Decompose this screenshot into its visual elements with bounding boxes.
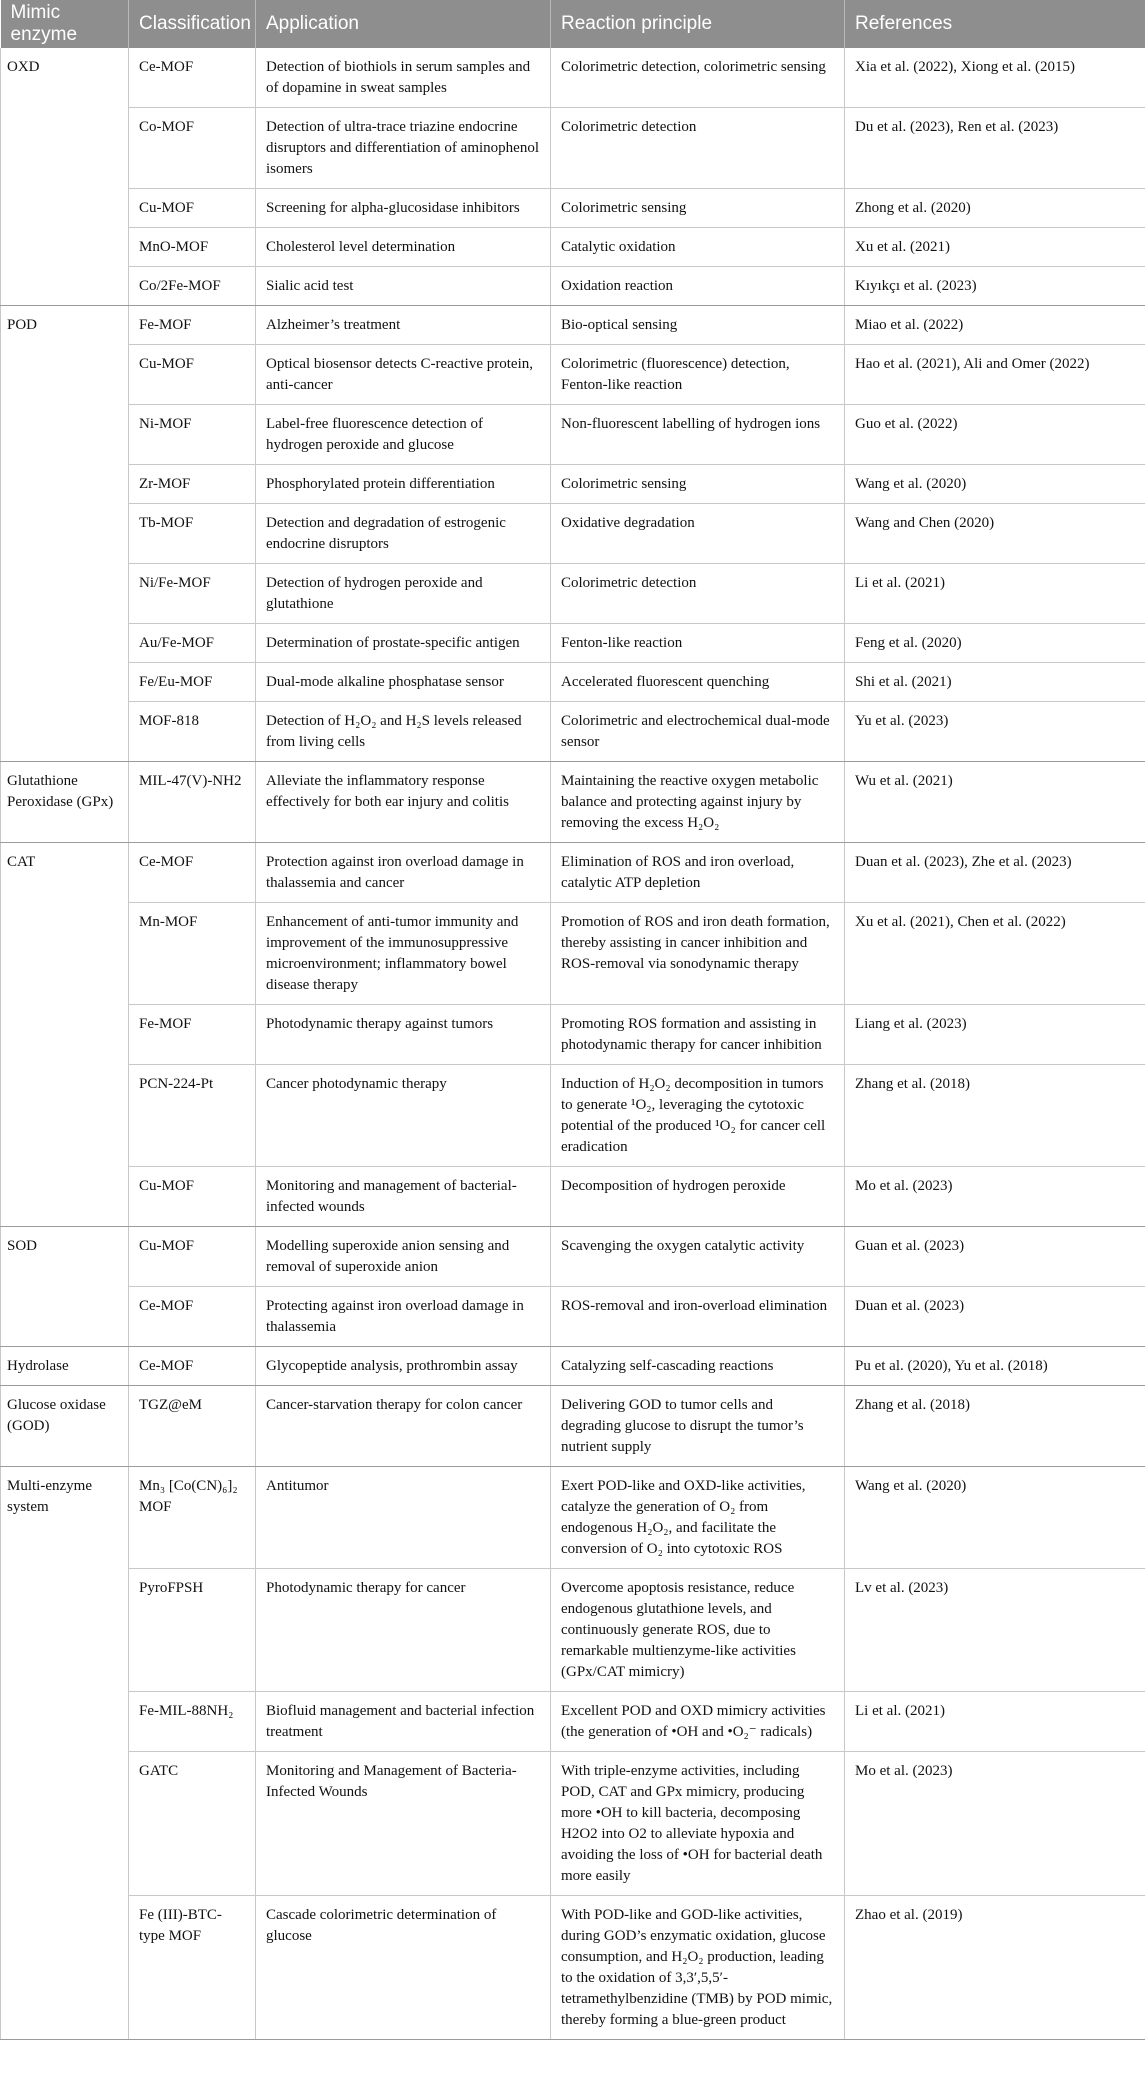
mimic-enzyme-cell: POD: [1, 306, 129, 762]
references-cell: Shi et al. (2021): [845, 663, 1145, 702]
reaction-principle-cell: Decomposition of hydrogen peroxide: [551, 1167, 845, 1227]
reaction-principle-cell: Colorimetric sensing: [551, 189, 845, 228]
reaction-principle-cell: Exert POD-like and OXD-like activities, catalyze the generation of O₂ from endogenous H₂O₂, and facilitate the conversion of O₂ into cytotoxic ROS: [551, 1467, 845, 1569]
classification-cell: Cu-MOF: [129, 189, 256, 228]
header-classification: Classification: [129, 0, 256, 48]
application-cell: Alleviate the inflammatory response effectively for both ear injury and colitis: [256, 762, 551, 843]
reaction-principle-cell: Bio-optical sensing: [551, 306, 845, 345]
header-mimic-enzyme: Mimic enzyme: [1, 0, 129, 48]
classification-cell: Fe/Eu-MOF: [129, 663, 256, 702]
application-cell: Glycopeptide analysis, prothrombin assay: [256, 1347, 551, 1386]
classification-cell: Fe-MOF: [129, 1005, 256, 1065]
classification-cell: Fe-MIL-88NH₂: [129, 1692, 256, 1752]
application-cell: Cascade colorimetric determination of glucose: [256, 1896, 551, 2040]
application-cell: Detection and degradation of estrogenic endocrine disruptors: [256, 504, 551, 564]
reaction-principle-cell: Non-fluorescent labelling of hydrogen ions: [551, 405, 845, 465]
references-cell: Liang et al. (2023): [845, 1005, 1145, 1065]
table-row: [1, 306, 1145, 345]
reaction-principle-cell: Overcome apoptosis resistance, reduce endogenous glutathione levels, and continuously generate ROS, due to remarkable multienzyme-like activities (GPx/CAT mimicry): [551, 1569, 845, 1692]
table-row: [1, 843, 1145, 903]
classification-cell: Co/2Fe-MOF: [129, 267, 256, 306]
table-row: [1, 108, 1145, 189]
application-cell: Detection of ultra-trace triazine endocrine disruptors and differentiation of aminophenol isomers: [256, 108, 551, 189]
reaction-principle-cell: Colorimetric detection: [551, 564, 845, 624]
table-row: [1, 702, 1145, 762]
application-cell: Label-free fluorescence detection of hydrogen peroxide and glucose: [256, 405, 551, 465]
table-row: [1, 1347, 1145, 1386]
reaction-principle-cell: With POD-like and GOD-like activities, during GOD’s enzymatic oxidation, glucose consumption, and H₂O₂ production, leading to the oxidation of 3,3′,5,5′-tetramethylbenzidine (TMB) by POD mimic, thereby forming a blue-green product: [551, 1896, 845, 2040]
reaction-principle-cell: Oxidation reaction: [551, 267, 845, 306]
table-row: [1, 564, 1145, 624]
classification-cell: MIL-47(V)-NH2: [129, 762, 256, 843]
table-row: [1, 1386, 1145, 1467]
references-cell: Kıyıkçı et al. (2023): [845, 267, 1145, 306]
application-cell: Antitumor: [256, 1467, 551, 1569]
references-cell: Guo et al. (2022): [845, 405, 1145, 465]
classification-cell: Fe-MOF: [129, 306, 256, 345]
classification-cell: Au/Fe-MOF: [129, 624, 256, 663]
table-row: [1, 48, 1145, 108]
classification-cell: GATC: [129, 1752, 256, 1896]
reaction-principle-cell: Colorimetric and electrochemical dual-mode sensor: [551, 702, 845, 762]
mimic-enzyme-cell: Glucose oxidase (GOD): [1, 1386, 129, 1467]
application-cell: Sialic acid test: [256, 267, 551, 306]
table-row: [1, 1287, 1145, 1347]
references-cell: Zhong et al. (2020): [845, 189, 1145, 228]
application-cell: Protection against iron overload damage in thalassemia and cancer: [256, 843, 551, 903]
mimic-enzyme-cell: OXD: [1, 48, 129, 306]
classification-cell: Tb-MOF: [129, 504, 256, 564]
application-cell: Optical biosensor detects C-reactive protein, anti-cancer: [256, 345, 551, 405]
references-cell: Duan et al. (2023): [845, 1287, 1145, 1347]
reaction-principle-cell: Maintaining the reactive oxygen metabolic balance and protecting against injury by removing the excess H₂O₂: [551, 762, 845, 843]
reaction-principle-cell: Elimination of ROS and iron overload, catalytic ATP depletion: [551, 843, 845, 903]
table-row: [1, 1467, 1145, 1569]
table-row: [1, 1896, 1145, 2040]
table-row: [1, 504, 1145, 564]
classification-cell: Fe (III)-BTC-type MOF: [129, 1896, 256, 2040]
references-cell: Zhao et al. (2019): [845, 1896, 1145, 2040]
table-row: [1, 762, 1145, 843]
classification-cell: Mn₃ [Co(CN)₆]₂ MOF: [129, 1467, 256, 1569]
application-cell: Monitoring and Management of Bacteria-Infected Wounds: [256, 1752, 551, 1896]
reaction-principle-cell: Promoting ROS formation and assisting in photodynamic therapy for cancer inhibition: [551, 1005, 845, 1065]
application-cell: Screening for alpha-glucosidase inhibitors: [256, 189, 551, 228]
table-row: [1, 1065, 1145, 1167]
classification-cell: Zr-MOF: [129, 465, 256, 504]
references-cell: Duan et al. (2023), Zhe et al. (2023): [845, 843, 1145, 903]
reaction-principle-cell: Colorimetric detection: [551, 108, 845, 189]
table-body: [1, 48, 1145, 2040]
reaction-principle-cell: Catalyzing self-cascading reactions: [551, 1347, 845, 1386]
references-cell: Mo et al. (2023): [845, 1167, 1145, 1227]
table-row: [1, 228, 1145, 267]
application-cell: Determination of prostate-specific antigen: [256, 624, 551, 663]
table-row: [1, 345, 1145, 405]
classification-cell: Ce-MOF: [129, 1287, 256, 1347]
table-row: [1, 624, 1145, 663]
table-row: [1, 903, 1145, 1005]
references-cell: Wu et al. (2021): [845, 762, 1145, 843]
references-cell: Li et al. (2021): [845, 1692, 1145, 1752]
classification-cell: Cu-MOF: [129, 345, 256, 405]
application-cell: Modelling superoxide anion sensing and removal of superoxide anion: [256, 1227, 551, 1287]
reaction-principle-cell: Delivering GOD to tumor cells and degrading glucose to disrupt the tumor’s nutrient supply: [551, 1386, 845, 1467]
references-cell: Li et al. (2021): [845, 564, 1145, 624]
table-row: [1, 1569, 1145, 1692]
classification-cell: Ce-MOF: [129, 843, 256, 903]
application-cell: Biofluid management and bacterial infection treatment: [256, 1692, 551, 1752]
classification-cell: Mn-MOF: [129, 903, 256, 1005]
classification-cell: PCN-224-Pt: [129, 1065, 256, 1167]
classification-cell: TGZ@eM: [129, 1386, 256, 1467]
reaction-principle-cell: Promotion of ROS and iron death formation, thereby assisting in cancer inhibition and ROS-removal via sonodynamic therapy: [551, 903, 845, 1005]
header-application: Application: [256, 0, 551, 48]
application-cell: Dual-mode alkaline phosphatase sensor: [256, 663, 551, 702]
table-row: [1, 1752, 1145, 1896]
classification-cell: Ce-MOF: [129, 1347, 256, 1386]
application-cell: Detection of H₂O₂ and H₂S levels released from living cells: [256, 702, 551, 762]
references-cell: Wang et al. (2020): [845, 1467, 1145, 1569]
reaction-principle-cell: Catalytic oxidation: [551, 228, 845, 267]
application-cell: Cancer-starvation therapy for colon cancer: [256, 1386, 551, 1467]
classification-cell: Ni/Fe-MOF: [129, 564, 256, 624]
table-row: [1, 1692, 1145, 1752]
application-cell: Cancer photodynamic therapy: [256, 1065, 551, 1167]
references-cell: Wang and Chen (2020): [845, 504, 1145, 564]
application-cell: Enhancement of anti-tumor immunity and improvement of the immunosuppressive microenvironment; inflammatory bowel disease therapy: [256, 903, 551, 1005]
application-cell: Alzheimer’s treatment: [256, 306, 551, 345]
reaction-principle-cell: ROS-removal and iron-overload elimination: [551, 1287, 845, 1347]
mimic-enzyme-cell: CAT: [1, 843, 129, 1227]
references-cell: Xu et al. (2021), Chen et al. (2022): [845, 903, 1145, 1005]
application-cell: Detection of biothiols in serum samples and of dopamine in sweat samples: [256, 48, 551, 108]
reaction-principle-cell: Excellent POD and OXD mimicry activities (the generation of •OH and •O₂⁻ radicals): [551, 1692, 845, 1752]
header-references: References: [845, 0, 1145, 48]
reaction-principle-cell: With triple-enzyme activities, including POD, CAT and GPx mimicry, producing more •OH to kill bacteria, decomposing H2O2 into O2 to alleviate hypoxia and avoiding the loss of •OH for bacterial death more easily: [551, 1752, 845, 1896]
table-row: [1, 189, 1145, 228]
classification-cell: MOF-818: [129, 702, 256, 762]
table-row: [1, 663, 1145, 702]
application-cell: Photodynamic therapy for cancer: [256, 1569, 551, 1692]
references-cell: Zhang et al. (2018): [845, 1386, 1145, 1467]
references-cell: Yu et al. (2023): [845, 702, 1145, 762]
mimic-enzyme-cell: Hydrolase: [1, 1347, 129, 1386]
application-cell: Protecting against iron overload damage in thalassemia: [256, 1287, 551, 1347]
mimic-enzyme-cell: Multi-enzyme system: [1, 1467, 129, 2040]
classification-cell: Cu-MOF: [129, 1227, 256, 1287]
classification-cell: PyroFPSH: [129, 1569, 256, 1692]
references-cell: Xu et al. (2021): [845, 228, 1145, 267]
table-row: [1, 267, 1145, 306]
references-cell: Du et al. (2023), Ren et al. (2023): [845, 108, 1145, 189]
classification-cell: MnO-MOF: [129, 228, 256, 267]
mimic-enzyme-cell: Glutathione Peroxidase (GPx): [1, 762, 129, 843]
application-cell: Detection of hydrogen peroxide and glutathione: [256, 564, 551, 624]
reaction-principle-cell: Colorimetric (fluorescence) detection, Fenton-like reaction: [551, 345, 845, 405]
application-cell: Phosphorylated protein differentiation: [256, 465, 551, 504]
reaction-principle-cell: Oxidative degradation: [551, 504, 845, 564]
reaction-principle-cell: Colorimetric sensing: [551, 465, 845, 504]
reaction-principle-cell: Accelerated fluorescent quenching: [551, 663, 845, 702]
table-row: [1, 465, 1145, 504]
references-cell: Hao et al. (2021), Ali and Omer (2022): [845, 345, 1145, 405]
application-cell: Photodynamic therapy against tumors: [256, 1005, 551, 1065]
application-cell: Monitoring and management of bacterial-infected wounds: [256, 1167, 551, 1227]
table-row: [1, 1005, 1145, 1065]
references-cell: Lv et al. (2023): [845, 1569, 1145, 1692]
classification-cell: Ni-MOF: [129, 405, 256, 465]
reaction-principle-cell: Colorimetric detection, colorimetric sensing: [551, 48, 845, 108]
header-reaction-principle: Reaction principle: [551, 0, 845, 48]
mimic-enzyme-cell: SOD: [1, 1227, 129, 1347]
table-row: [1, 1227, 1145, 1287]
table-row: [1, 1167, 1145, 1227]
classification-cell: Co-MOF: [129, 108, 256, 189]
references-cell: Pu et al. (2020), Yu et al. (2018): [845, 1347, 1145, 1386]
reaction-principle-cell: Induction of H₂O₂ decomposition in tumors to generate ¹O₂, leveraging the cytotoxic potential of the produced ¹O₂ for cancer cell eradication: [551, 1065, 845, 1167]
classification-cell: Ce-MOF: [129, 48, 256, 108]
classification-cell: Cu-MOF: [129, 1167, 256, 1227]
reaction-principle-cell: Scavenging the oxygen catalytic activity: [551, 1227, 845, 1287]
references-cell: Guan et al. (2023): [845, 1227, 1145, 1287]
references-cell: Xia et al. (2022), Xiong et al. (2015): [845, 48, 1145, 108]
table-header: [1, 0, 1145, 48]
table-row: [1, 405, 1145, 465]
application-cell: Cholesterol level determination: [256, 228, 551, 267]
references-cell: Mo et al. (2023): [845, 1752, 1145, 1896]
reaction-principle-cell: Fenton-like reaction: [551, 624, 845, 663]
references-cell: Wang et al. (2020): [845, 465, 1145, 504]
references-cell: Feng et al. (2020): [845, 624, 1145, 663]
references-cell: Zhang et al. (2018): [845, 1065, 1145, 1167]
references-cell: Miao et al. (2022): [845, 306, 1145, 345]
